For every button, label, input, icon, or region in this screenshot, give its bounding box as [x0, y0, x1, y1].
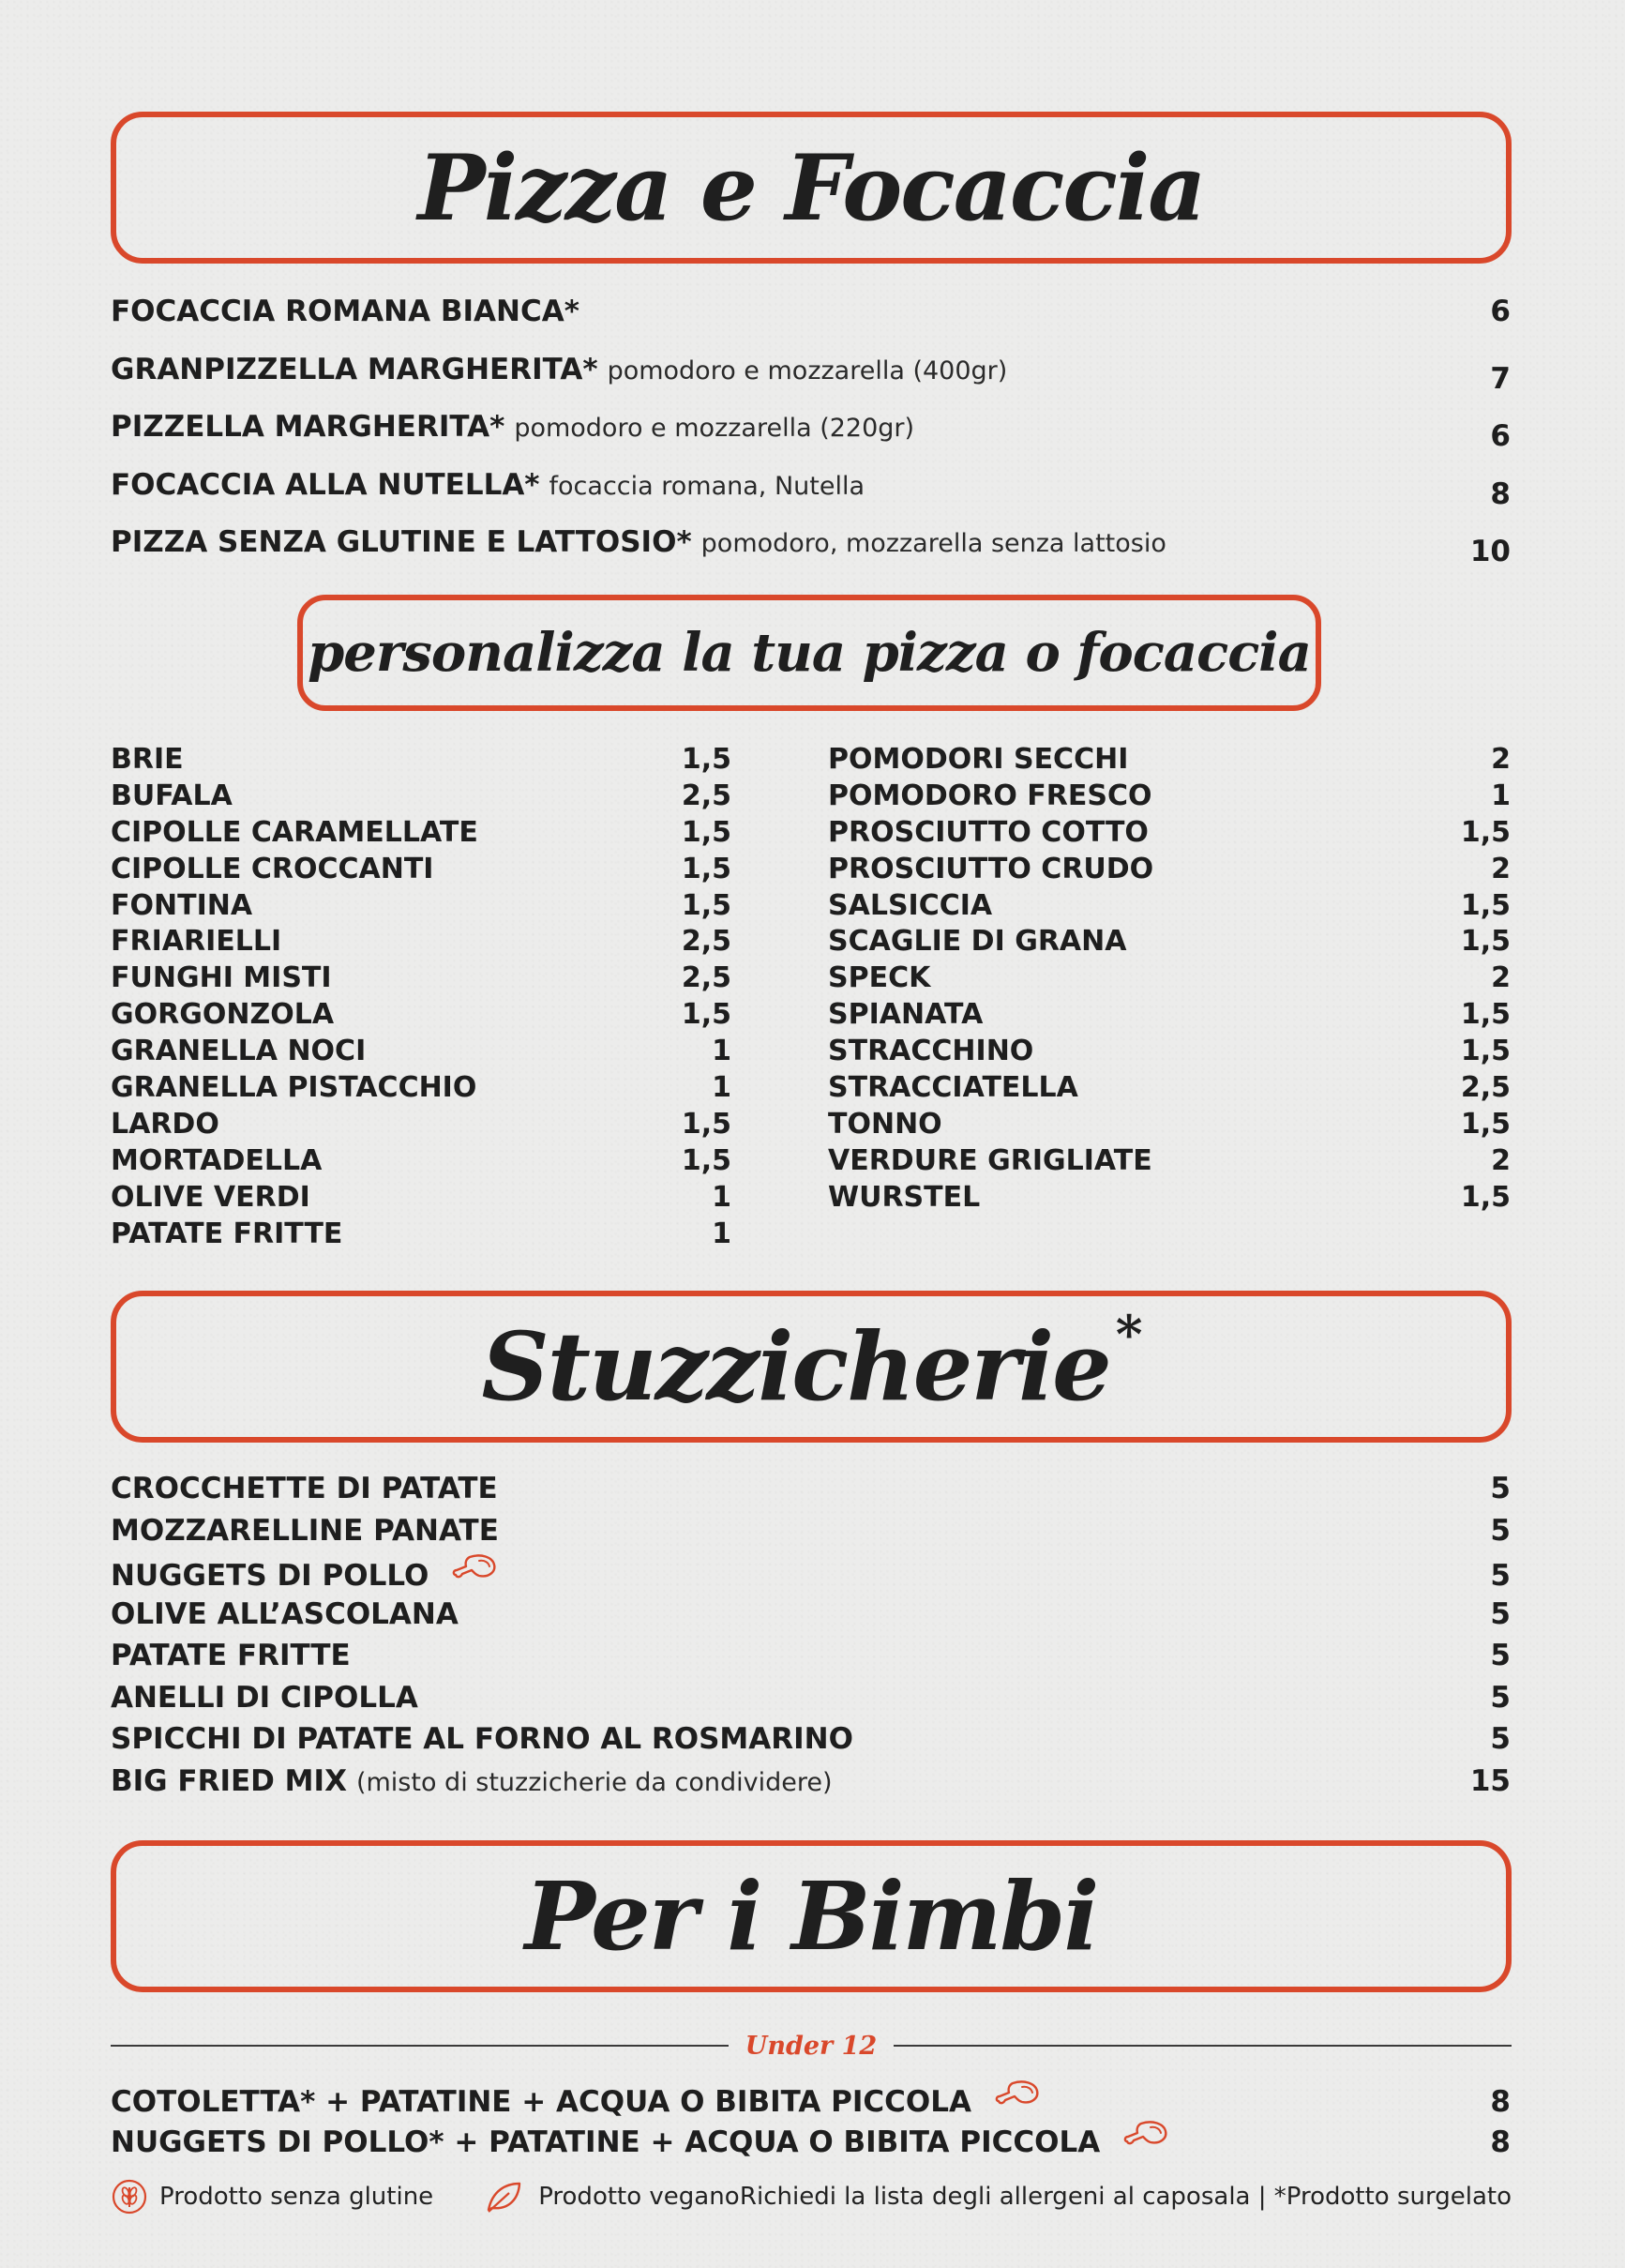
chicken-leg-icon [1122, 2118, 1175, 2148]
stuzzicherie-item [111, 1514, 1511, 1548]
topping-name: GRANELLA NOCI [111, 1035, 367, 1068]
custom-list-left [111, 742, 731, 1252]
pizza-item [111, 525, 1511, 568]
topping-price: 1,5 [1460, 1035, 1511, 1068]
item-name: NUGGETS DI POLLO* + PATATINE + ACQUA O BIBITA PICCOLA [111, 2125, 1101, 2159]
topping-price: 2,5 [681, 961, 731, 995]
topping-name: MORTADELLA [111, 1143, 323, 1177]
topping-price: 1,5 [1460, 925, 1511, 959]
topping-price: 1,5 [1460, 888, 1511, 922]
under-12-label: Under 12 [745, 2031, 878, 2061]
topping-item [828, 888, 1511, 925]
stuzzicherie-item [111, 1472, 1511, 1505]
topping-item [111, 924, 731, 960]
topping-name: STRACCHINO [828, 1035, 1034, 1068]
topping-price: 1 [712, 1071, 731, 1105]
stuzzicherie-title-text: Stuzzicherie [481, 1311, 1110, 1422]
item-name: BIG FRIED MIX [111, 1763, 347, 1798]
topping-item [828, 1180, 1511, 1217]
item-name: PIZZA SENZA GLUTINE E LATTOSIO* [111, 525, 692, 559]
topping-price: 1,5 [681, 1143, 731, 1177]
pizza-item [111, 467, 1511, 511]
topping-price: 1 [712, 1217, 731, 1250]
topping-name: FUNGHI MISTI [111, 961, 332, 995]
topping-name: SPIANATA [828, 998, 984, 1032]
topping-price: 1 [1491, 779, 1511, 812]
item-name: GRANPIZZELLA MARGHERITA* [111, 352, 598, 386]
footer-legend [111, 2176, 1512, 2217]
topping-item [111, 852, 731, 888]
topping-item [111, 888, 731, 925]
topping-name: CIPOLLE CARAMELLATE [111, 815, 478, 849]
item-price: 10 [1469, 535, 1511, 568]
item-name: FOCACCIA ROMANA BIANCA* [111, 295, 579, 328]
under-12-divider [111, 2032, 1512, 2060]
item-name: NUGGETS DI POLLO [111, 1559, 429, 1593]
item-name: ANELLI DI CIPOLLA [111, 1680, 418, 1715]
legend-vegan [480, 2178, 739, 2215]
pizza-item [111, 352, 1511, 396]
topping-name: POMODORI SECCHI [828, 743, 1129, 776]
stuzzicherie-item [111, 1764, 1511, 1798]
item-name: CROCCHETTE DI PATATE [111, 1472, 498, 1505]
legend-gluten-free [111, 2178, 433, 2215]
topping-item [828, 924, 1511, 960]
allergen-note: Richiedi la lista degli allergeni al caposala | *Prodotto surgelato [739, 2183, 1512, 2211]
item-price: 5 [1490, 1639, 1511, 1672]
topping-name: TONNO [828, 1107, 942, 1141]
item-name: COTOLETTA* + PATATINE + ACQUA O BIBITA PICCOLA [111, 2085, 971, 2119]
topping-item [828, 1034, 1511, 1070]
topping-name: SALSICCIA [828, 888, 993, 922]
pizza-section-header [111, 112, 1512, 264]
pizza-item [111, 295, 1511, 328]
topping-item [828, 960, 1511, 997]
item-description: focaccia romana, Nutella [549, 471, 865, 501]
topping-name: VERDURE GRIGLIATE [828, 1143, 1152, 1177]
topping-item [111, 815, 731, 852]
item-price: 8 [1490, 476, 1511, 511]
item-name: MOZZARELLINE PANATE [111, 1513, 499, 1548]
stuzzicherie-item [111, 1639, 1511, 1672]
topping-item [111, 1217, 731, 1253]
topping-name: FRIARIELLI [111, 925, 282, 959]
topping-item [111, 1180, 731, 1217]
topping-item [111, 1107, 731, 1143]
topping-price: 1,5 [681, 743, 731, 776]
bimbi-item [111, 2081, 1511, 2119]
vegan-label: Prodotto vegano [538, 2183, 740, 2211]
item-price: 5 [1490, 1680, 1511, 1715]
topping-name: OLIVE VERDI [111, 1180, 310, 1214]
bimbi-item [111, 2122, 1511, 2159]
topping-name: SCAGLIE DI GRANA [828, 925, 1127, 959]
topping-price: 1,5 [681, 815, 731, 849]
topping-item [111, 742, 731, 779]
topping-name: CIPOLLE CROCCANTI [111, 852, 434, 885]
item-price: 5 [1490, 1472, 1511, 1505]
topping-name: PROSCIUTTO CRUDO [828, 852, 1154, 885]
gluten-free-icon [111, 2178, 148, 2215]
item-price: 5 [1490, 1559, 1511, 1593]
topping-name: PATATE FRITTE [111, 1217, 343, 1250]
topping-price: 2 [1491, 961, 1511, 995]
topping-price: 1 [712, 1180, 731, 1214]
stuzzicherie-section-header [111, 1291, 1512, 1443]
item-price: 8 [1490, 2085, 1511, 2119]
topping-name: STRACCIATELLA [828, 1071, 1078, 1105]
topping-price: 1,5 [681, 852, 731, 885]
item-price: 5 [1490, 1513, 1511, 1548]
item-price: 5 [1490, 1596, 1511, 1631]
topping-item [828, 852, 1511, 888]
topping-name: POMODORO FRESCO [828, 779, 1152, 812]
topping-name: BRIE [111, 743, 184, 776]
topping-item [828, 1107, 1511, 1143]
bimbi-section-header [111, 1840, 1512, 1992]
topping-price: 1,5 [681, 998, 731, 1032]
topping-item [828, 815, 1511, 852]
chicken-leg-icon [451, 1551, 504, 1581]
stuzzicherie-section-title [481, 1303, 1141, 1422]
item-name: PATATE FRITTE [111, 1639, 351, 1672]
item-price: 5 [1490, 1722, 1511, 1756]
gluten-free-label: Prodotto senza glutine [159, 2183, 434, 2211]
item-description: (misto di stuzzicherie da condividere) [355, 1767, 833, 1797]
topping-price: 1,5 [681, 888, 731, 922]
stuzzicherie-item [111, 1722, 1511, 1756]
item-name: SPICCHI DI PATATE AL FORNO AL ROSMARINO [111, 1722, 853, 1756]
divider-line-left [111, 2045, 729, 2047]
pizza-section-title: Pizza e Focaccia [417, 134, 1205, 241]
chicken-leg-icon [994, 2078, 1046, 2108]
topping-item [111, 960, 731, 997]
topping-item [111, 1034, 731, 1070]
stuzzicherie-item [111, 1555, 1511, 1593]
vegan-leaf-icon [480, 2178, 527, 2215]
stuzzicherie-asterisk: * [1115, 1303, 1141, 1365]
topping-price: 2 [1491, 852, 1511, 885]
topping-item [828, 997, 1511, 1034]
item-price: 7 [1490, 361, 1511, 396]
divider-line-right [894, 2045, 1512, 2047]
topping-price: 2,5 [1460, 1071, 1511, 1105]
topping-name: GORGONZOLA [111, 998, 335, 1032]
topping-item [828, 779, 1511, 815]
topping-price: 2,5 [681, 779, 731, 812]
item-name: FOCACCIA ALLA NUTELLA* [111, 467, 540, 502]
item-price: 8 [1490, 2125, 1511, 2159]
topping-price: 1,5 [681, 1107, 731, 1141]
topping-item [828, 1143, 1511, 1180]
topping-item [111, 997, 731, 1034]
item-name: OLIVE ALL’ASCOLANA [111, 1596, 459, 1631]
topping-price: 1,5 [1460, 815, 1511, 849]
bimbi-section-title: Per i Bimbi [524, 1861, 1098, 1972]
topping-price: 1,5 [1460, 1107, 1511, 1141]
pizza-item [111, 410, 1511, 453]
topping-price: 2,5 [681, 925, 731, 959]
item-price: 15 [1469, 1763, 1511, 1798]
topping-name: PROSCIUTTO COTTO [828, 815, 1149, 849]
topping-item [111, 1070, 731, 1107]
topping-name: LARDO [111, 1107, 219, 1141]
topping-name: SPECK [828, 961, 931, 995]
topping-price: 1,5 [1460, 1180, 1511, 1214]
topping-price: 1 [712, 1035, 731, 1068]
topping-item [828, 1070, 1511, 1107]
item-description: pomodoro, mozzarella senza lattosio [700, 529, 1166, 558]
topping-item [111, 1143, 731, 1180]
topping-name: WURSTEL [828, 1180, 981, 1214]
custom-section-header [297, 595, 1321, 711]
topping-name: BUFALA [111, 779, 233, 812]
custom-section-title: personalizza la tua pizza o focaccia [308, 622, 1311, 684]
item-description: pomodoro e mozzarella (400gr) [607, 355, 1008, 386]
custom-list-right [828, 742, 1511, 1217]
topping-item [828, 742, 1511, 779]
stuzzicherie-item [111, 1681, 1511, 1715]
topping-name: GRANELLA PISTACCHIO [111, 1071, 477, 1105]
topping-item [111, 779, 731, 815]
stuzzicherie-item [111, 1597, 1511, 1631]
topping-name: FONTINA [111, 888, 253, 922]
item-price: 6 [1490, 295, 1511, 328]
item-name: PIZZELLA MARGHERITA* [111, 410, 505, 444]
item-price: 6 [1490, 419, 1511, 453]
topping-price: 2 [1491, 743, 1511, 776]
topping-price: 1,5 [1460, 998, 1511, 1032]
topping-price: 2 [1491, 1143, 1511, 1177]
item-description: pomodoro e mozzarella (220gr) [514, 414, 915, 443]
